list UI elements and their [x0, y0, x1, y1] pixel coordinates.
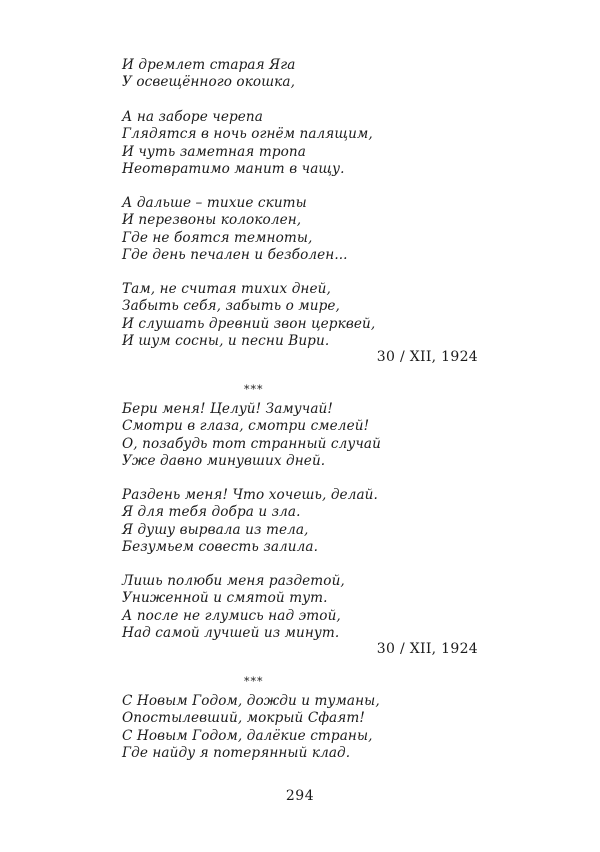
poem-line: Опостылевший, мокрый Сфаят! [122, 710, 365, 727]
poem-1-date: 30 / XII, 1924 [376, 349, 478, 365]
poem-line: А дальше – тихие скиты [122, 195, 307, 211]
poem-line: Бери меня! Целуй! Замучай! [122, 401, 333, 417]
poem-line: Лишь полюби меня раздетой, [122, 573, 345, 589]
poem-1-stanza-3 [122, 195, 482, 264]
poem-1-stanza-4 [122, 281, 482, 350]
poem-line: Уже давно минувших дней. [122, 452, 326, 469]
poem-3-stanza-1 [122, 693, 482, 762]
poem-line: Над самой лучшей из минут. [122, 624, 340, 641]
poem-line: И чуть заметная тропа [122, 143, 306, 160]
poem-line: Где найду я потерянный клад. [122, 744, 351, 761]
poem-line: Где не боятся темноты, [122, 229, 313, 246]
poem-line: Глядятся в ночь огнём палящим, [122, 126, 373, 143]
poem-line: Неотвратимо манит в чащу. [122, 160, 345, 177]
poem-1-stanza-1 [122, 57, 482, 92]
poem-line: Где день печален и безболен... [122, 246, 348, 263]
poem-line: У освещённого окошка, [122, 74, 296, 91]
poem-line: А на заборе черепа [122, 109, 263, 125]
poem-1-stanza-2 [122, 109, 482, 178]
poem-2-stanza-1 [122, 401, 482, 470]
section-separator: *** [244, 675, 264, 688]
poem-line: Там, не считая тихих дней, [122, 281, 331, 297]
poem-line: Я для тебя добра и зла. [122, 504, 301, 521]
poem-line: И шум сосны, и песни Вири. [122, 332, 330, 349]
poem-line: Забыть себя, забыть о мире, [122, 298, 340, 315]
poem-line: И перезвоны колоколен, [122, 212, 302, 229]
poem-line: И дремлет старая Яга [122, 57, 296, 73]
page-number: 294 [285, 788, 315, 804]
poem-line: Униженной и смятой тут. [122, 590, 328, 607]
poem-line: Смотри в глаза, смотри смелей! [122, 418, 370, 435]
poem-2-stanza-2 [122, 487, 482, 556]
poem-line: С Новым Годом, далёкие страны, [122, 727, 373, 744]
poem-line: О, позабудь тот странный случай [122, 435, 381, 452]
poem-line: И слушать древний звон церквей, [122, 315, 376, 332]
poem-line: Раздень меня! Что хочешь, делай. [122, 487, 378, 503]
poem-2-date: 30 / XII, 1924 [376, 641, 478, 657]
poem-line: Безумьем совесть залила. [122, 538, 319, 555]
section-separator: *** [244, 383, 264, 396]
poem-line: С Новым Годом, дожди и туманы, [122, 693, 380, 709]
poem-1 [122, 57, 482, 92]
poem-2-stanza-3 [122, 573, 482, 642]
poem-line: А после не глумись над этой, [122, 607, 341, 624]
poem-line: Я душу вырвала из тела, [122, 521, 309, 538]
